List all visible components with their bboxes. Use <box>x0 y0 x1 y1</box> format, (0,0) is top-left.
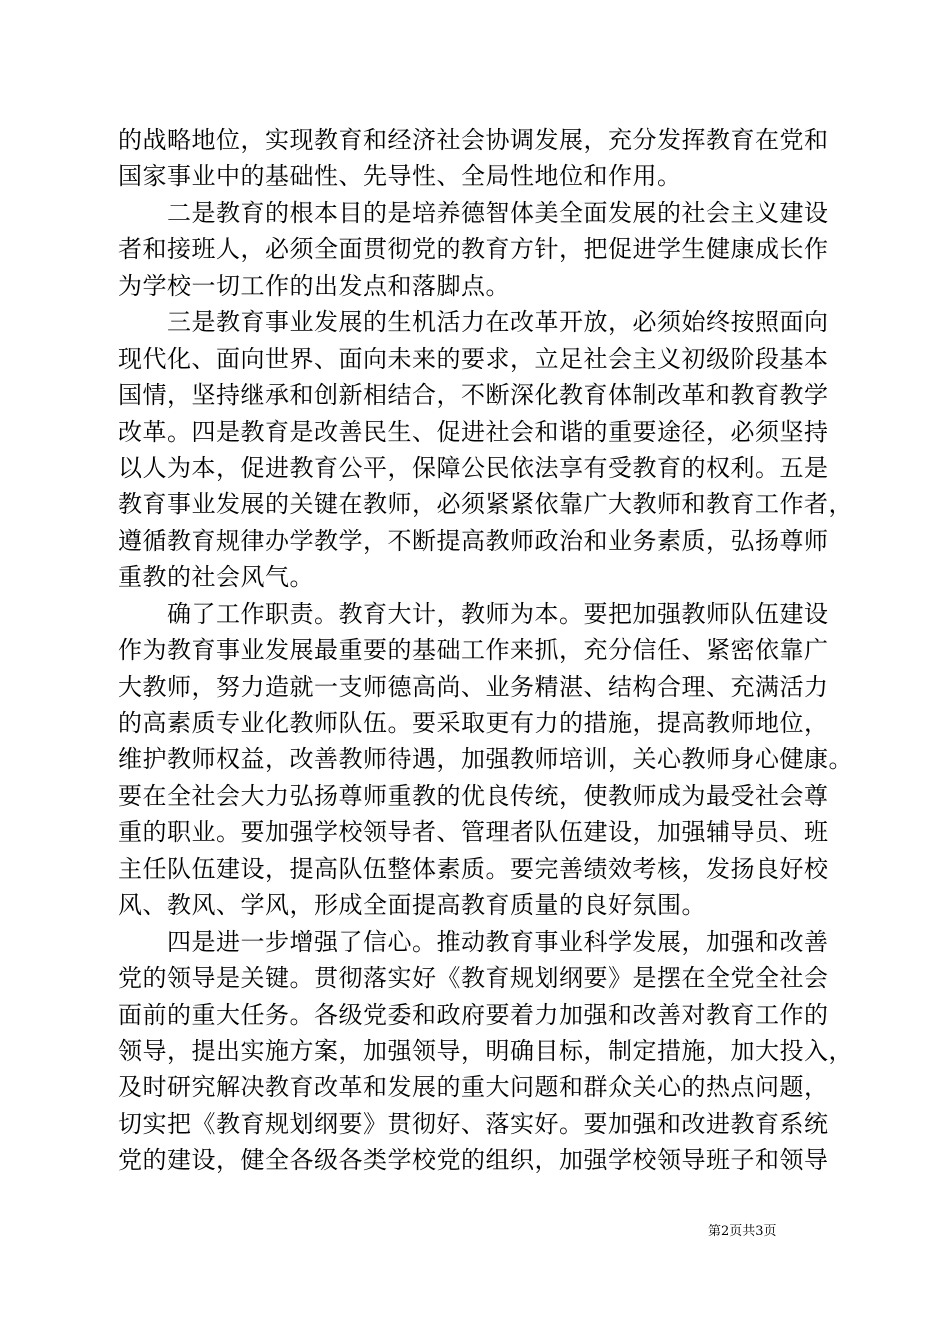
text-line: 及时研究解决教育改革和发展的重大问题和群众关心的热点问题， <box>118 1073 829 1102</box>
text-line: 风、教风、学风，形成全面提高教育质量的良好氛围。 <box>118 891 706 920</box>
text-line: 作为教育事业发展最重要的基础工作来抓，充分信任、紧密依靠广 <box>118 636 829 665</box>
text-line: 改革。四是教育是改善民生、促进社会和谐的重要途径，必须坚持 <box>118 417 829 446</box>
text-line: 三是教育事业发展的生机活力在改革开放，必须始终按照面向 <box>118 308 829 337</box>
text-line: 切实把《教育规划纲要》贯彻好、落实好。要加强和改进教育系统 <box>118 1109 829 1138</box>
text-line: 的战略地位，实现教育和经济社会协调发展，充分发挥教育在党和 <box>118 126 829 154</box>
text-line: 党的建设，健全各级各类学校党的组织，加强学校领导班子和领导 <box>118 1146 829 1175</box>
text-line: 重的职业。要加强学校领导者、管理者队伍建设，加强辅导员、班 <box>118 818 829 847</box>
text-line: 国情，坚持继承和创新相结合，不断深化教育体制改革和教育教学 <box>118 381 829 410</box>
text-line: 现代化、面向世界、面向未来的要求，立足社会主义初级阶段基本 <box>118 344 829 373</box>
text-line: 确了工作职责。教育大计，教师为本。要把加强教师队伍建设 <box>118 599 829 628</box>
text-line: 重教的社会风气。 <box>118 563 314 592</box>
document-body <box>118 122 858 1179</box>
text-line: 四是进一步增强了信心。推动教育事业科学发展，加强和改善 <box>118 927 829 956</box>
text-line: 者和接班人，必须全面贯彻党的教育方针，把促进学生健康成长作 <box>118 235 829 264</box>
page-number: 第2页共3页 <box>708 1224 777 1239</box>
text-line: 要在全社会大力弘扬尊师重教的优良传统，使教师成为最受社会尊 <box>118 781 829 810</box>
text-line: 主任队伍建设，提高队伍整体素质。要完善绩效考核，发扬良好校 <box>118 854 829 883</box>
text-line: 面前的重大任务。各级党委和政府要着力加强和改善对教育工作的 <box>118 1000 829 1029</box>
text-line: 为学校一切工作的出发点和落脚点。 <box>118 271 510 300</box>
text-line: 以人为本，促进教育公平，保障公民依法享有受教育的权利。五是 <box>118 453 829 482</box>
text-line: 二是教育的根本目的是培养德智体美全面发展的社会主义建设 <box>118 198 829 227</box>
text-line: 大教师，努力造就一支师德高尚、业务精湛、结构合理、充满活力 <box>118 672 829 701</box>
text-line: 国家事业中的基础性、先导性、全局性地位和作用。 <box>118 162 682 191</box>
text-line: 党的领导是关键。贯彻落实好《教育规划纲要》是摆在全党全社会 <box>118 964 829 993</box>
text-line: 的高素质专业化教师队伍。要采取更有力的措施，提高教师地位， <box>118 709 829 737</box>
text-line: 领导，提出实施方案，加强领导，明确目标，制定措施，加大投入， <box>118 1036 853 1065</box>
text-line: 遵循教育规律办学教学，不断提高教师政治和业务素质，弘扬尊师 <box>118 526 829 555</box>
text-line: 维护教师权益，改善教师待遇，加强教师培训，关心教师身心健康。 <box>118 745 853 774</box>
text-line: 教育事业发展的关键在教师，必须紧紧依靠广大教师和教育工作者， <box>118 490 853 519</box>
